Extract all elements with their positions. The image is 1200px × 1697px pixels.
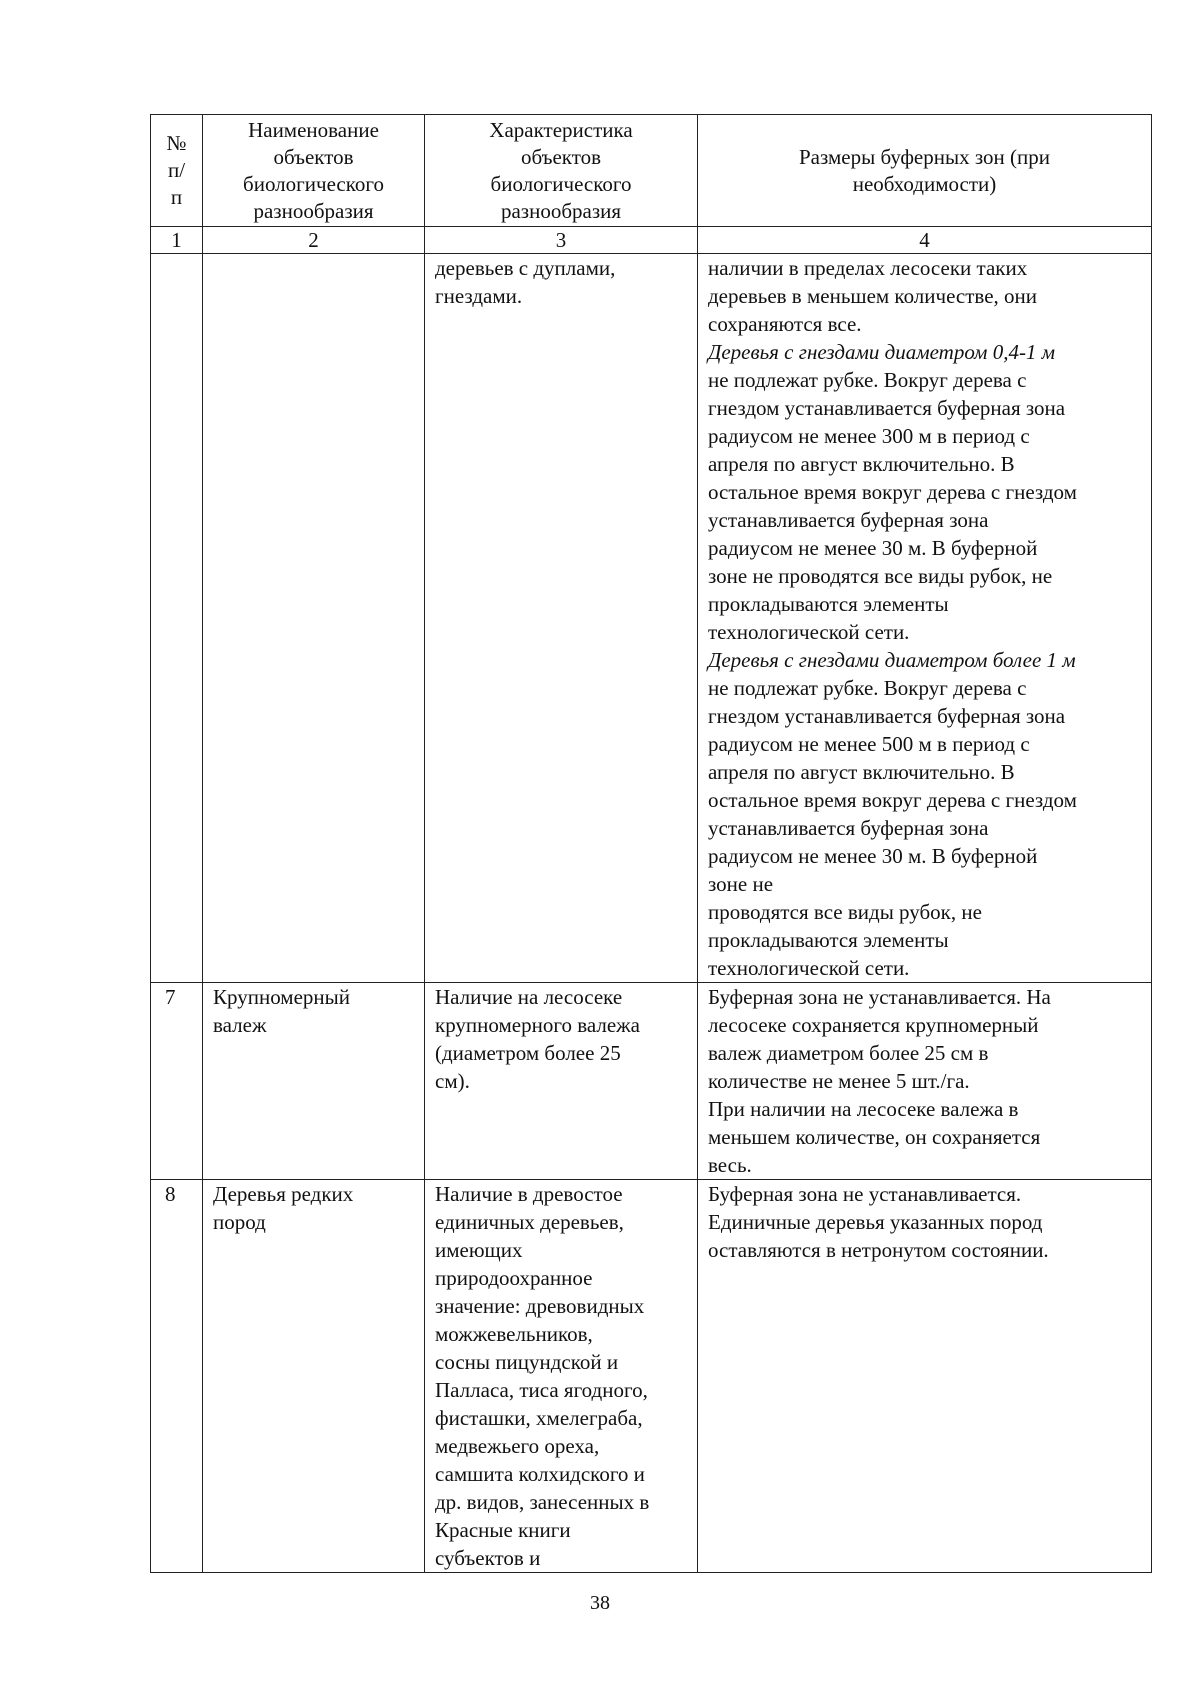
cell-text-line: значение: древовидных <box>435 1294 645 1318</box>
cell-text-line: Крупномерный <box>213 985 351 1009</box>
column-number: 1 <box>151 227 203 254</box>
cell-text-line: радиусом не менее 300 м в период с <box>708 424 1030 448</box>
cell-text-line: валеж <box>213 1013 267 1037</box>
cell-text-line: Деревья редких <box>213 1182 354 1206</box>
cell-text-line: Красные книги <box>435 1518 571 1542</box>
cell-text-line: апреля по август включительно. В <box>708 452 1015 476</box>
cell-text-line: меньшем количестве, он сохраняется <box>708 1125 1041 1149</box>
cell-text-line: Буферная зона не устанавливается. <box>708 1182 1022 1206</box>
cell-text-line: фисташки, хмелеграба, <box>435 1406 643 1430</box>
cell-text-line: технологической сети. <box>708 620 910 644</box>
cell-text-line: объектов <box>273 144 354 169</box>
cell-text-line: оставляются в нетронутом состоянии. <box>708 1238 1049 1262</box>
row-number-cell: 8 <box>151 1180 203 1573</box>
table-row <box>151 983 1152 1180</box>
cell-text-line: гнездами. <box>435 284 523 308</box>
cell-text-line: валеж диаметром более 25 см в <box>708 1041 989 1065</box>
cell-text-line: прокладываются элементы <box>708 592 949 616</box>
header-cell-number <box>151 115 203 227</box>
cell-text-line: необходимости) <box>852 171 997 196</box>
cell-text-line: гнездом устанавливается буферная зона <box>708 704 1066 728</box>
column-number: 2 <box>203 227 425 254</box>
table-header <box>151 115 1152 254</box>
object-characteristic-cell <box>425 983 698 1180</box>
header-row <box>151 115 1152 227</box>
header-cell-buffer-size <box>698 115 1152 227</box>
object-characteristic-cell <box>425 1180 698 1573</box>
cell-text-line: не подлежат рубке. Вокруг дерева с <box>708 368 1027 392</box>
cell-text-line: др. видов, занесенных в <box>435 1490 650 1514</box>
cell-text-line: остальное время вокруг дерева с гнездом <box>708 788 1077 812</box>
cell-text-line: гнездом устанавливается буферная зона <box>708 396 1066 420</box>
table-row <box>151 1180 1152 1573</box>
header-cell-name <box>203 115 425 227</box>
object-name-cell <box>203 254 425 983</box>
cell-text-line: устанавливается буферная зона <box>708 816 989 840</box>
cell-text-line: наличии в пределах лесосеки таких <box>708 256 1028 280</box>
cell-text-line: самшита колхидского и <box>435 1462 645 1486</box>
cell-text-line: радиусом не менее 500 м в период с <box>708 732 1030 756</box>
cell-text-line: субъектов и <box>435 1546 541 1570</box>
cell-text-line: Характеристика <box>489 117 633 142</box>
cell-text-line: Деревья с гнездами диаметром более 1 м <box>708 648 1076 672</box>
buffer-zone-cell <box>698 983 1152 1180</box>
cell-text-line: радиусом не менее 30 м. В буферной <box>708 844 1038 868</box>
cell-text-line: разнообразия <box>253 198 374 223</box>
object-name-cell <box>203 983 425 1180</box>
column-number: 3 <box>425 227 698 254</box>
cell-text-line: биологического <box>490 171 632 196</box>
cell-text-line: можжевельников, <box>435 1322 593 1346</box>
cell-text-line: зоне не проводятся все виды рубок, не <box>708 564 1053 588</box>
cell-text-line: № <box>166 131 187 155</box>
object-name-cell <box>203 1180 425 1573</box>
column-number: 4 <box>698 227 1152 254</box>
table-row <box>151 254 1152 983</box>
row-number-cell <box>151 254 203 983</box>
cell-text-line: Палласа, тиса ягодного, <box>435 1378 648 1402</box>
cell-text-line: количестве не менее 5 шт./га. <box>708 1069 970 1093</box>
cell-text-line: имеющих <box>435 1238 523 1262</box>
cell-text-line: деревьев с дуплами, <box>435 256 616 280</box>
cell-text-line: Наименование <box>248 117 379 142</box>
cell-text-line: Буферная зона не устанавливается. На <box>708 985 1051 1009</box>
cell-text-line: проводятся все виды рубок, не <box>708 900 982 924</box>
cell-text-line: прокладываются элементы <box>708 928 949 952</box>
header-cell-characteristic <box>425 115 698 227</box>
cell-text-line: природоохранное <box>435 1266 593 1290</box>
cell-text-line: лесосеке сохраняется крупномерный <box>708 1013 1039 1037</box>
cell-text-line: Единичные деревья указанных пород <box>708 1210 1043 1234</box>
cell-text-line: технологической сети. <box>708 956 910 980</box>
buffer-zone-cell <box>698 254 1152 983</box>
table-body <box>151 254 1152 1573</box>
cell-text-line: радиусом не менее 30 м. В буферной <box>708 536 1038 560</box>
cell-text-line: биологического <box>243 171 384 196</box>
cell-text-line: Наличие на лесосеке <box>435 985 623 1009</box>
cell-text-line: Деревья с гнездами диаметром 0,4-1 м <box>708 340 1056 364</box>
cell-text-line: деревьев в меньшем количестве, они <box>708 284 1037 308</box>
cell-text-line: устанавливается буферная зона <box>708 508 989 532</box>
object-characteristic-cell <box>425 254 698 983</box>
cell-text-line: весь. <box>708 1153 752 1177</box>
page-number: 38 <box>590 1592 610 1614</box>
cell-text-line: см). <box>435 1069 470 1093</box>
cell-text-line: остальное время вокруг дерева с гнездом <box>708 480 1077 504</box>
cell-text-line: не подлежат рубке. Вокруг дерева с <box>708 676 1027 700</box>
cell-text-line: п <box>170 185 183 209</box>
buffer-zone-cell <box>698 1180 1152 1573</box>
biodiversity-buffer-zones-table <box>150 114 1152 1573</box>
cell-text-line: медвежьего ореха, <box>435 1434 600 1458</box>
cell-text-line: сохраняются все. <box>708 312 862 336</box>
cell-text-line: При наличии на лесосеке валежа в <box>708 1097 1019 1121</box>
cell-text-line: пород <box>213 1210 266 1234</box>
cell-text-line: крупномерного валежа <box>435 1013 640 1037</box>
cell-text-line: (диаметром более 25 <box>435 1041 621 1065</box>
cell-text-line: зоне не <box>708 872 774 896</box>
cell-text-line: п/ <box>167 158 186 182</box>
cell-text-line: объектов <box>520 144 602 169</box>
cell-text-line: Размеры буферных зон (при <box>799 144 1050 169</box>
column-number-row <box>151 227 1152 254</box>
cell-text-line: Наличие в древостое <box>435 1182 623 1206</box>
row-number-cell: 7 <box>151 983 203 1180</box>
cell-text-line: единичных деревьев, <box>435 1210 624 1234</box>
cell-text-line: сосны пицундской и <box>435 1350 619 1374</box>
cell-text-line: разнообразия <box>500 198 622 223</box>
cell-text-line: апреля по август включительно. В <box>708 760 1015 784</box>
